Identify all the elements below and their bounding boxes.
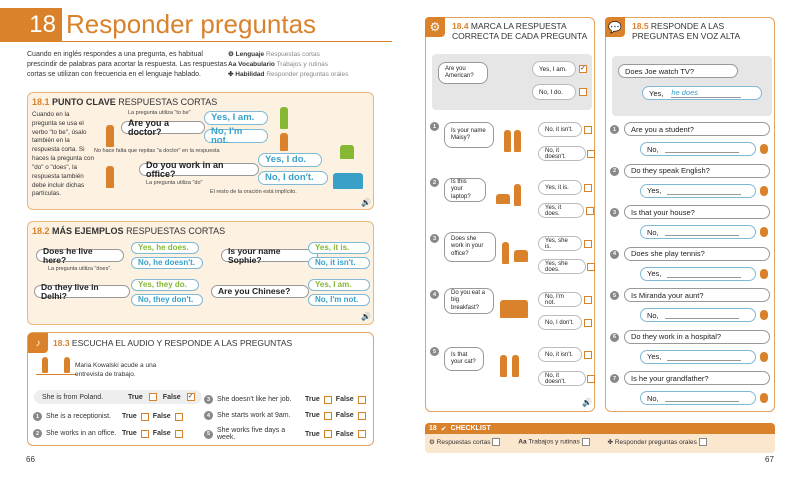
gear-icon: ⚙	[228, 51, 234, 58]
page-number: 66	[26, 455, 35, 464]
aa-icon: Aa	[228, 61, 237, 69]
answer-option: Yes, she does.	[538, 259, 586, 274]
note-does: La pregunta utiliza "does".	[48, 266, 112, 272]
false-checkbox[interactable]	[358, 412, 366, 420]
answer-option: Yes, it does.	[538, 203, 584, 218]
question-bubble: Is your name Maisy?	[444, 122, 494, 148]
question-bubble: Is that your house?	[624, 205, 770, 219]
answer-checkbox[interactable]	[584, 296, 592, 304]
true-checkbox[interactable]	[141, 430, 149, 438]
answer-option: No, it doesn't.	[538, 146, 586, 161]
checklist-item: ⚙ Respuestas cortas	[429, 438, 500, 446]
true-checkbox[interactable]	[324, 396, 332, 404]
answer-field[interactable]: Yes, he does	[642, 86, 762, 100]
answer-option: No, I don't.	[538, 315, 582, 330]
section-18-2	[27, 221, 374, 325]
doctor-figure	[106, 125, 114, 147]
audio-caption: Maria Kowalski acude a una entrevista de trabajo.	[75, 362, 157, 379]
person-figure	[512, 355, 519, 377]
answer-option: Yes, I am.	[532, 61, 576, 77]
answer-checkbox[interactable]	[587, 263, 595, 271]
section-18-3	[27, 332, 374, 446]
tf-item: 2 She works in an office. True False	[33, 429, 183, 438]
desk-figure	[340, 145, 354, 159]
laptop-figure	[496, 194, 510, 204]
speaking-item: 4 Does she play tennis? Yes,	[610, 247, 772, 287]
answer-blank	[665, 311, 739, 319]
note-implicit: El resto de la oración está implícito.	[210, 189, 297, 195]
person-figure	[760, 144, 768, 154]
unit-title: Responder preguntas	[62, 9, 392, 42]
puzzle-icon: ✤	[607, 439, 613, 446]
speaking-item: 7 Is he your grandfather? No,	[610, 371, 772, 411]
checklist-checkbox[interactable]	[582, 438, 590, 446]
true-checkbox[interactable]	[149, 393, 157, 401]
answer-option: Yes, it is.	[538, 180, 582, 195]
question-bubble: Is your name Sophie?	[221, 249, 318, 262]
mc-item-2: 2 Is this your laptop? Yes, it is. Yes, it does.	[430, 174, 592, 224]
section-header: 18.4 MARCA LA RESPUESTA CORRECTA DE CADA PREGUNTA	[452, 21, 588, 42]
example-panel	[432, 54, 592, 110]
answer-option: No, I do.	[532, 84, 576, 100]
question-bubble: Does he live here?	[36, 249, 124, 262]
section-header: 18.2 MÁS EJEMPLOS RESPUESTAS CORTAS	[32, 226, 226, 236]
person-figure	[760, 227, 768, 237]
checklist-checkbox[interactable]	[699, 438, 707, 446]
side-explanation: Cuando en la pregunta se usa el verbo "to be", úsalo también en la respuesta corta. Si haces la pregunta con "do" o "does", la respuesta también debe incluir dichas partículas.	[32, 111, 94, 198]
false-checkbox[interactable]	[358, 396, 366, 404]
worker-figure-right	[280, 133, 288, 151]
answer-checkbox[interactable]	[587, 150, 595, 158]
answer-blank	[665, 394, 739, 402]
speaking-item: 5 Is Miranda your aunt? No,	[610, 288, 772, 328]
false-checkbox[interactable]	[358, 430, 366, 438]
unit-number-badge: 18	[0, 8, 62, 42]
question-bubble: Does Joe watch TV?	[618, 64, 738, 78]
answer-no-bubble: No, I'm not.	[204, 129, 268, 143]
section-18-4	[425, 17, 595, 412]
speaking-item: 3 Is that your house? No,	[610, 205, 772, 245]
answer-checkbox[interactable]	[587, 375, 595, 383]
answer-yes-bubble: Yes, he does.	[131, 242, 199, 254]
answer-blank	[667, 353, 741, 361]
answer-blank	[667, 187, 741, 195]
answer-option: No, it doesn't.	[538, 371, 586, 386]
true-checkbox[interactable]	[141, 413, 149, 421]
mc-item-3: 3 Does she work in your office? Yes, she is. Yes, she does.	[430, 230, 592, 280]
answer-no-bubble: No, it isn't.	[308, 257, 370, 269]
tractor-figure	[333, 173, 363, 189]
section-18-1	[27, 92, 374, 210]
answer-yes-bubble: Yes, they do.	[131, 279, 199, 291]
person-figure	[760, 310, 768, 320]
answer-no-bubble: No, he doesn't.	[131, 257, 203, 269]
question-bubble: Are you a doctor?	[121, 121, 205, 134]
doctor-figure-right	[280, 107, 288, 129]
answer-field[interactable]: No,	[640, 225, 756, 239]
tf-item: 3 She doesn't like her job. True False	[204, 395, 366, 404]
checklist	[425, 423, 775, 453]
note-repeat: No hace falta que repitas "a doctor" en la respuesta	[94, 148, 220, 154]
answer-field[interactable]: No,	[640, 142, 756, 156]
gear-icon: ⚙	[429, 439, 435, 446]
question-bubble: Are you a student?	[624, 122, 770, 136]
question-bubble: Is that your cat?	[444, 347, 484, 371]
false-checkbox[interactable]	[175, 413, 183, 421]
tf-item: 1 She is a receptionist. True False	[33, 412, 183, 421]
false-checkbox[interactable]	[175, 430, 183, 438]
question-bubble: Do they work in a hospital?	[624, 330, 770, 344]
person-figure	[760, 186, 768, 196]
section-header: 18.1 PUNTO CLAVE RESPUESTAS CORTAS	[32, 97, 218, 107]
person-figure	[514, 184, 521, 206]
tf-item: 5 She works five days a week. True False	[204, 427, 366, 441]
answer-checkbox[interactable]	[579, 88, 587, 96]
speaking-item: 1 Are you a student? No,	[610, 122, 772, 162]
answer-checkbox[interactable]	[584, 184, 592, 192]
answer-field[interactable]: Yes,	[640, 184, 756, 198]
true-checkbox[interactable]	[324, 412, 332, 420]
example-row: She is from Poland. True False ✓	[34, 390, 202, 404]
answer-option: No, it isn't.	[538, 122, 582, 137]
answer-no-bubble: No, they don't.	[131, 294, 203, 306]
question-bubble: Is he your grandfather?	[624, 371, 770, 385]
example-panel	[612, 56, 772, 116]
legend	[228, 50, 348, 80]
note-to-be: La pregunta utiliza "to be"	[128, 110, 191, 116]
speaking-item: 6 Do they work in a hospital? Yes,	[610, 330, 772, 370]
speaker-icon[interactable]: 🔊	[582, 398, 592, 407]
puzzle-icon: ✤	[228, 71, 234, 79]
answer-checkbox[interactable]	[584, 319, 592, 327]
note-do: La pregunta utiliza "do"	[146, 180, 203, 186]
question-bubble: Does she play tennis?	[624, 247, 770, 261]
answer-blank	[665, 145, 739, 153]
breakfast-figure	[500, 300, 528, 318]
question-bubble: Is this your laptop?	[444, 178, 486, 202]
answer-yes-bubble: Yes, I am.	[308, 279, 370, 291]
mc-item-4: 4 Do you eat a big breakfast? No, I'm not. No, I don't.	[430, 286, 592, 336]
speaker-icon[interactable]: 🔊	[361, 312, 371, 321]
page-number: 67	[765, 455, 774, 464]
answer-field[interactable]: Yes,	[640, 350, 756, 364]
question-bubble: Do they speak English?	[624, 164, 770, 178]
answer-blank	[665, 228, 739, 236]
answer-blank	[667, 270, 741, 278]
answer-no-bubble: No, I don't.	[258, 171, 328, 185]
answer-yes-bubble: Yes, I am.	[204, 111, 268, 125]
person-figure	[514, 130, 521, 152]
false-checkbox[interactable]: ✓	[187, 393, 194, 400]
answer-yes-bubble: Yes, it is.	[308, 242, 370, 254]
question-bubble: Do they live in Delhi?	[34, 285, 130, 298]
checklist-checkbox[interactable]	[492, 438, 500, 446]
answer-field[interactable]: Yes,	[640, 267, 756, 281]
answer-no-bubble: No, I'm not.	[308, 294, 370, 306]
checklist-header: 18 ✔ CHECKLIST	[425, 423, 775, 434]
question-bubble: Do you eat a big breakfast?	[444, 288, 494, 314]
answer-option: Yes, she is.	[538, 236, 582, 251]
question-bubble: Does she work in your office?	[444, 232, 496, 262]
true-checkbox[interactable]	[324, 430, 332, 438]
listen-icon: ♪	[28, 333, 48, 353]
person-figure	[42, 357, 48, 373]
speaker-icon[interactable]: 🔊	[361, 198, 371, 207]
person-figure	[760, 269, 768, 279]
legend-item: Aa Vocabulario Trabajos y rutinas	[228, 61, 328, 69]
person-figure	[760, 393, 768, 403]
intro-text: Cuando en inglés respondes a una pregunta, es habitual prescindir de palabras para acortar la respuesta. Las respuestas cortas se utilizan con frecuencia en el lenguaje hablado.	[27, 51, 227, 79]
tf-item: 4 She starts work at 9am. True False	[204, 411, 366, 420]
speaking-item: 2 Do they speak English? Yes,	[610, 164, 772, 204]
mc-item-1: 1 Is your name Maisy? No, it isn't. No, it doesn't.	[430, 118, 592, 168]
answer-field[interactable]: No,	[640, 308, 756, 322]
check-icon: ✔	[440, 425, 447, 433]
mc-item-5: 5 Is that your cat? No, it isn't. No, it doesn't.	[430, 343, 592, 395]
question-bubble: Are you American?	[438, 62, 488, 84]
answer-checkbox[interactable]: ✓	[580, 65, 586, 72]
answer-yes-bubble: Yes, I do.	[258, 153, 322, 167]
aa-icon: Aa	[518, 438, 527, 446]
section-header: 18.5 RESPONDE A LAS PREGUNTAS EN VOZ ALTA	[632, 21, 741, 42]
speech-bubble-icon: 💬	[605, 17, 625, 37]
answer-option: No, it isn't.	[538, 347, 582, 362]
question-bubble: Do you work in an office?	[139, 163, 259, 176]
answer-checkbox[interactable]	[584, 126, 592, 134]
answer-checkbox[interactable]	[584, 240, 592, 248]
question-bubble: Are you Chinese?	[211, 285, 309, 298]
answer-field[interactable]: No,	[640, 391, 756, 405]
answer-option: No, I'm not.	[538, 292, 582, 307]
checklist-item: Aa Trabajos y rutinas	[518, 438, 589, 446]
person-figure	[502, 242, 509, 264]
answer-checkbox[interactable]	[586, 207, 594, 215]
person-figure	[760, 352, 768, 362]
section-header: 18.3 ESCUCHA EL AUDIO Y RESPONDE A LAS PREGUNTAS	[53, 338, 293, 348]
answer-checkbox[interactable]	[584, 351, 592, 359]
gear-icon: ⚙	[425, 17, 445, 37]
question-bubble: Is Miranda your aunt?	[624, 288, 770, 302]
desk-figure	[514, 250, 528, 262]
section-18-5	[605, 17, 775, 412]
person-figure	[64, 357, 70, 373]
person-figure	[500, 355, 507, 377]
checklist-item: ✤ Responder preguntas orales	[608, 438, 707, 446]
legend-item: ✤ Habilidad Responder preguntas orales	[228, 71, 349, 79]
checklist-items	[429, 438, 707, 446]
legend-item: ⚙ Lenguaje Respuestas cortas	[228, 51, 320, 58]
office-worker-figure	[106, 166, 114, 188]
person-figure	[504, 130, 511, 152]
